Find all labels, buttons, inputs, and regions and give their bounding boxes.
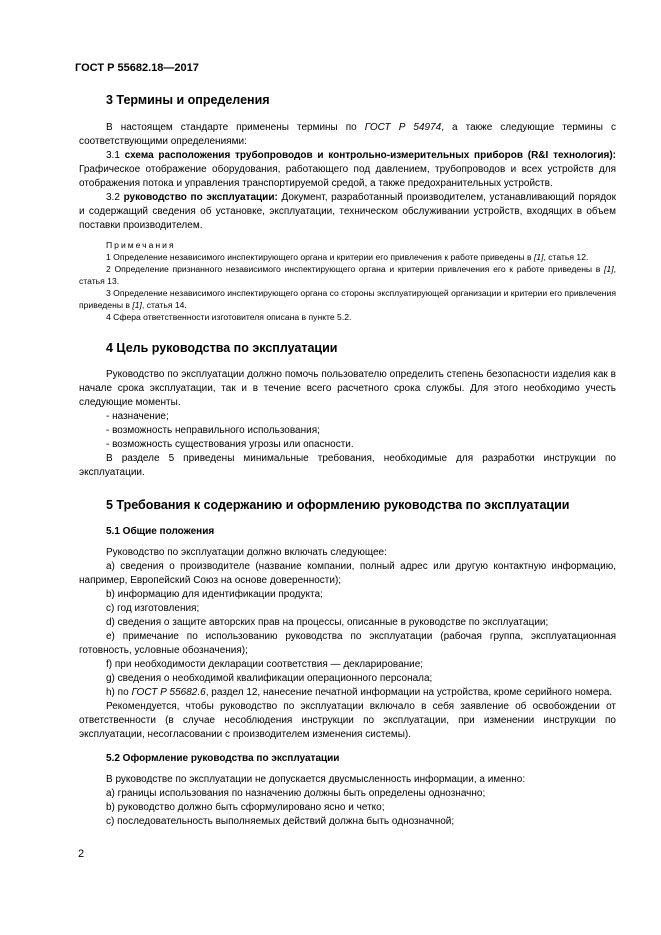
note-4: 4 Сфера ответственности изготовителя описана в пункте 5.2. [106, 312, 352, 322]
list-item: d) сведения о защите авторских прав на процессы, описанные в руководстве по эксплуатации; [106, 617, 549, 628]
note-3 [79, 287, 616, 311]
section-4-title: 4 Цель руководства по эксплуатации [106, 341, 338, 355]
list-item: c) год изготовления; [106, 603, 200, 614]
note-reference: [1] [604, 264, 614, 274]
section-3-intro [79, 121, 616, 149]
standard-reference: ГОСТ Р 54974 [364, 122, 442, 133]
subsection-5-2-intro: В руководстве по эксплуатации не допускается двусмысленность информации, а именно: [106, 774, 526, 785]
list-item: - возможность неправильного использования; [106, 425, 320, 436]
list-item: a) границы использования по назначению должны быть определены однозначно; [106, 788, 486, 799]
item-text-end: , раздел 12, нанесение печатной информации на устройства, кроме серийного номера. [205, 687, 613, 698]
list-item [79, 686, 616, 700]
intro-text: В настоящем стандарте применены термины по [106, 122, 365, 133]
list-item: - возможность существования угрозы или опасности. [106, 439, 354, 450]
subsection-5-2-title: 5.2 Оформление руководства по эксплуатации [106, 753, 340, 764]
note-1 [79, 251, 616, 263]
section-4-paragraph-2: В разделе 5 приведены минимальные требования, необходимые для разработки инструкции по эксплуатации. [79, 453, 616, 478]
item-text: h) по [106, 687, 132, 698]
note-text-end: , статья 13. [79, 264, 616, 286]
list-item: f) при необходимости декларации соответствия — декларирование; [106, 659, 424, 670]
standard-reference: ГОСТ Р 55682.6 [131, 687, 206, 698]
list-item: b) руководство должно быть сформулировано ясно и четко; [106, 802, 385, 813]
list-item: - назначение; [106, 411, 169, 422]
note-text: 3 Определение независимого инспектирующего органа со стороны эксплуатирующей организации и критерии его привлечения приведены в [79, 288, 616, 310]
page-content [79, 92, 616, 829]
term-number: 3.2 [106, 192, 124, 203]
section-4-paragraph-1: Руководство по эксплуатации должно помочь пользователю определить степень безопасности изделия как в начале срока эксплуатации, так и в течение всего расчетного срока службы. Для этого необходимо учесть следующие моменты. [79, 369, 616, 408]
notes-label-text: Примечания [106, 240, 176, 250]
list-item: b) информацию для идентификации продукта; [106, 589, 323, 600]
term-definition: Графическое отображение оборудования, работающего под давлением, трубопроводов и всех устройств для отображения потока и управления транспортируемой средой, а также предохранительных устройств. [79, 164, 616, 189]
note-reference: [1] [132, 300, 142, 310]
intro-text-end: , а также следующие термины с соответствующими определениями: [79, 122, 616, 147]
section-3-title: 3 Термины и определения [106, 93, 270, 107]
recommendation-paragraph: Рекомендуется, чтобы руководство по эксплуатации включало в себя заявление об освобождении от ответственности (в случае несоблюдения инструкции по эксплуатации, при изменении инструкции по эксплуатации, несогласовании с производителем изменения системы). [79, 701, 616, 740]
notes-label [79, 239, 616, 251]
note-reference: [1] [533, 252, 544, 262]
term-definition: Документ, разработанный производителем, устанавливающий порядок и содержащий сведения об установке, эксплуатации, техническом обслуживании устройств, входящих в объем поставки производителем. [79, 192, 616, 231]
subsection-5-1-title: 5.1 Общие положения [106, 526, 215, 537]
note-text-end: , статья 14. [141, 300, 187, 310]
note-text-end: , статья 12. [543, 252, 589, 262]
term-number: 3.1 [106, 150, 125, 161]
document-header: ГОСТ Р 55682.18—2017 [75, 62, 199, 74]
list-item: a) сведения о производителе (название компании, полный адрес или другую контактную информацию, например, Европейский Союз на основе доверенности); [79, 561, 616, 586]
note-2 [79, 263, 616, 287]
term-3-1 [79, 149, 616, 191]
page-number: 2 [78, 848, 85, 860]
list-item: g) сведения о необходимой квалификации операционного персонала; [106, 673, 433, 684]
term-name: руководство по эксплуатации: [123, 192, 278, 203]
list-item: c) последовательность выполняемых действий должна быть однозначной; [106, 816, 455, 827]
note-text: 2 Определение признанного независимого инспектирующего органа и критерии привлечения его к работе приведены в [106, 264, 605, 274]
note-text: 1 Определение независимого инспектирующего органа и критерии его привлечения к работе приведены в [106, 252, 534, 262]
notes-block [79, 239, 616, 323]
term-3-2 [79, 191, 616, 233]
list-item: e) примечание по использованию руководства по эксплуатации (рабочая группа, эксплуатационная готовность, условные обозначения); [79, 631, 616, 656]
subsection-5-1-intro: Руководство по эксплуатации должно включать следующее: [106, 547, 387, 558]
term-name: схема расположения трубопроводов и контрольно-измерительных приборов (R&I технология): [124, 150, 616, 161]
section-5-title: 5 Требования к содержанию и оформлению руководства по эксплуатации [106, 498, 570, 512]
